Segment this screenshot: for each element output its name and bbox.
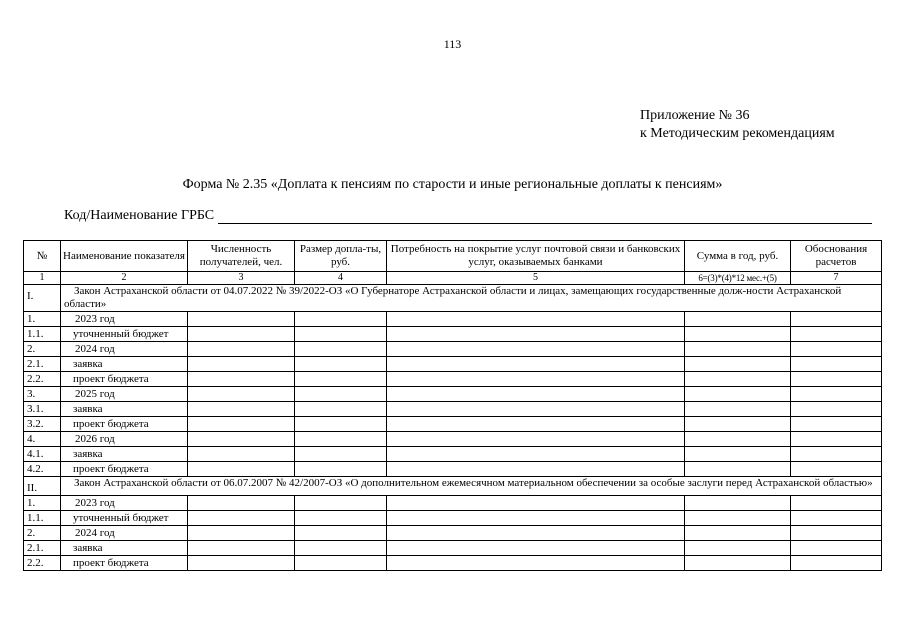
empty-cell-col-3[interactable] [188,327,295,342]
column-number-5: 5 [387,272,685,285]
empty-cell-col-4[interactable] [295,402,387,417]
row-number: 2. [24,342,61,357]
row-number: 2.2. [24,556,61,571]
empty-cell-col-7[interactable] [791,541,882,556]
row-number: 2. [24,526,61,541]
table-row [24,462,882,477]
table-row [24,511,882,526]
page-number: 113 [443,37,462,51]
empty-cell-col-5[interactable] [387,342,685,357]
row-indicator-name: проект бюджета [61,372,188,387]
row-indicator-name: заявка [61,402,188,417]
column-number-row [24,272,882,285]
row-indicator-name: уточненный бюджет [61,327,188,342]
empty-cell-col-3[interactable] [188,541,295,556]
row-indicator-name: заявка [61,541,188,556]
row-indicator-name: 2023 год [61,496,188,511]
column-number-3: 3 [188,272,295,285]
row-indicator-name: заявка [61,357,188,372]
empty-cell-col-4[interactable] [295,556,387,571]
empty-cell-col-4[interactable] [295,342,387,357]
row-indicator-name: 2025 год [61,387,188,402]
empty-cell-col-3[interactable] [188,312,295,327]
empty-cell-col-6[interactable] [685,496,791,511]
empty-cell-col-5[interactable] [387,526,685,541]
empty-cell-col-5[interactable] [387,417,685,432]
table-row [24,541,882,556]
empty-cell-col-7[interactable] [791,526,882,541]
empty-cell-col-4[interactable] [295,511,387,526]
table-row [24,447,882,462]
grbs-input-line[interactable] [218,208,872,224]
table-row [24,357,882,372]
empty-cell-col-6[interactable] [685,387,791,402]
table-row [24,402,882,417]
empty-cell-col-7[interactable] [791,387,882,402]
empty-cell-col-3[interactable] [188,556,295,571]
empty-cell-col-3[interactable] [188,342,295,357]
column-header-7: Обоснования расчетов [791,241,882,272]
section-title: Закон Астраханской области от 04.07.2022 № 39/2022-ОЗ «О Губернаторе Астраханской области и лицах, замещающих государственные долж-ности Астраханской области» [61,285,882,312]
empty-cell-col-5[interactable] [387,327,685,342]
form-table [23,240,882,571]
empty-cell-col-3[interactable] [188,432,295,447]
column-header-6: Сумма в год, руб. [685,241,791,272]
empty-cell-col-5[interactable] [387,432,685,447]
empty-cell-col-7[interactable] [791,417,882,432]
row-number: 2.1. [24,357,61,372]
empty-cell-col-4[interactable] [295,432,387,447]
table-row [24,556,882,571]
empty-cell-col-6[interactable] [685,541,791,556]
empty-cell-col-4[interactable] [295,462,387,477]
empty-cell-col-4[interactable] [295,447,387,462]
empty-cell-col-5[interactable] [387,541,685,556]
row-number: 2.2. [24,372,61,387]
table-row [24,526,882,541]
row-indicator-name: проект бюджета [61,417,188,432]
empty-cell-col-6[interactable] [685,327,791,342]
empty-cell-col-7[interactable] [791,447,882,462]
column-header-3: Численность получателей, чел. [188,241,295,272]
section-number: II. [24,477,61,496]
column-header-2: Наименование показателя [61,241,188,272]
column-header-4: Размер допла-ты, руб. [295,241,387,272]
appendix-reference [640,107,835,143]
empty-cell-col-4[interactable] [295,357,387,372]
row-number: 1.1. [24,327,61,342]
table-row [24,342,882,357]
empty-cell-col-4[interactable] [295,312,387,327]
empty-cell-col-7[interactable] [791,372,882,387]
table-row [24,417,882,432]
empty-cell-col-6[interactable] [685,556,791,571]
empty-cell-col-5[interactable] [387,556,685,571]
table-row [24,327,882,342]
row-number: 2.1. [24,541,61,556]
row-indicator-name: уточненный бюджет [61,511,188,526]
empty-cell-col-4[interactable] [295,372,387,387]
row-indicator-name: 2024 год [61,342,188,357]
empty-cell-col-5[interactable] [387,402,685,417]
empty-cell-col-6[interactable] [685,526,791,541]
empty-cell-col-7[interactable] [791,496,882,511]
empty-cell-col-7[interactable] [791,357,882,372]
empty-cell-col-5[interactable] [387,462,685,477]
empty-cell-col-3[interactable] [188,417,295,432]
empty-cell-col-3[interactable] [188,402,295,417]
row-number: 1.1. [24,511,61,526]
empty-cell-col-7[interactable] [791,327,882,342]
section-title: Закон Астраханской области от 06.07.2007 № 42/2007-ОЗ «О дополнительном ежемесячном материальном обеспечении за особые заслуги перед Астраханской областью» [61,477,882,496]
table-row [24,312,882,327]
table-header-row [24,241,882,272]
row-number: 3.1. [24,402,61,417]
column-header-1: № [24,241,61,272]
form-title: Форма № 2.35 «Доплата к пенсиям по старости и иные региональные доплаты к пенсиям» [182,177,723,192]
empty-cell-col-3[interactable] [188,387,295,402]
row-number: 4. [24,432,61,447]
section-row [24,477,882,496]
empty-cell-col-6[interactable] [685,372,791,387]
empty-cell-col-3[interactable] [188,462,295,477]
column-number-6: 6=(3)*(4)*12 мес.+(5) [685,272,791,285]
row-indicator-name: 2024 год [61,526,188,541]
row-indicator-name: проект бюджета [61,462,188,477]
row-indicator-name: 2026 год [61,432,188,447]
empty-cell-col-7[interactable] [791,556,882,571]
section-row [24,285,882,312]
column-number-7: 7 [791,272,882,285]
section-number: I. [24,285,61,312]
empty-cell-col-5[interactable] [387,511,685,526]
empty-cell-col-7[interactable] [791,462,882,477]
empty-cell-col-3[interactable] [188,496,295,511]
empty-cell-col-4[interactable] [295,541,387,556]
empty-cell-col-6[interactable] [685,432,791,447]
empty-cell-col-5[interactable] [387,372,685,387]
empty-cell-col-5[interactable] [387,496,685,511]
empty-cell-col-7[interactable] [791,312,882,327]
row-number: 4.1. [24,447,61,462]
empty-cell-col-6[interactable] [685,511,791,526]
column-number-4: 4 [295,272,387,285]
empty-cell-col-3[interactable] [188,447,295,462]
empty-cell-col-5[interactable] [387,312,685,327]
table-row [24,387,882,402]
empty-cell-col-6[interactable] [685,312,791,327]
row-indicator-name: проект бюджета [61,556,188,571]
row-number: 3. [24,387,61,402]
empty-cell-col-4[interactable] [295,496,387,511]
table-body [24,272,882,571]
empty-cell-col-5[interactable] [387,357,685,372]
row-indicator-name: заявка [61,447,188,462]
empty-cell-col-6[interactable] [685,402,791,417]
empty-cell-col-4[interactable] [295,417,387,432]
empty-cell-col-3[interactable] [188,511,295,526]
empty-cell-col-4[interactable] [295,526,387,541]
empty-cell-col-6[interactable] [685,447,791,462]
empty-cell-col-4[interactable] [295,327,387,342]
empty-cell-col-7[interactable] [791,342,882,357]
row-indicator-name: 2023 год [61,312,188,327]
empty-cell-col-5[interactable] [387,447,685,462]
empty-cell-col-3[interactable] [188,372,295,387]
grbs-field [64,208,872,224]
row-number: 3.2. [24,417,61,432]
empty-cell-col-3[interactable] [188,357,295,372]
grbs-label: Код/Наименование ГРБС [64,208,215,223]
empty-cell-col-3[interactable] [188,526,295,541]
row-number: 4.2. [24,462,61,477]
column-number-1: 1 [24,272,61,285]
table-row [24,432,882,447]
empty-cell-col-7[interactable] [791,402,882,417]
empty-cell-col-6[interactable] [685,342,791,357]
appendix-line-2: к Методическим рекомендациям [640,126,835,141]
empty-cell-col-7[interactable] [791,432,882,447]
table-row [24,496,882,511]
appendix-line-1: Приложение № 36 [640,108,750,123]
empty-cell-col-5[interactable] [387,387,685,402]
empty-cell-col-4[interactable] [295,387,387,402]
empty-cell-col-6[interactable] [685,357,791,372]
column-header-5: Потребность на покрытие услуг почтовой связи и банковских услуг, оказываемых банками [387,241,685,272]
table-row [24,372,882,387]
row-number: 1. [24,312,61,327]
row-number: 1. [24,496,61,511]
column-number-2: 2 [61,272,188,285]
empty-cell-col-7[interactable] [791,511,882,526]
empty-cell-col-6[interactable] [685,462,791,477]
empty-cell-col-6[interactable] [685,417,791,432]
